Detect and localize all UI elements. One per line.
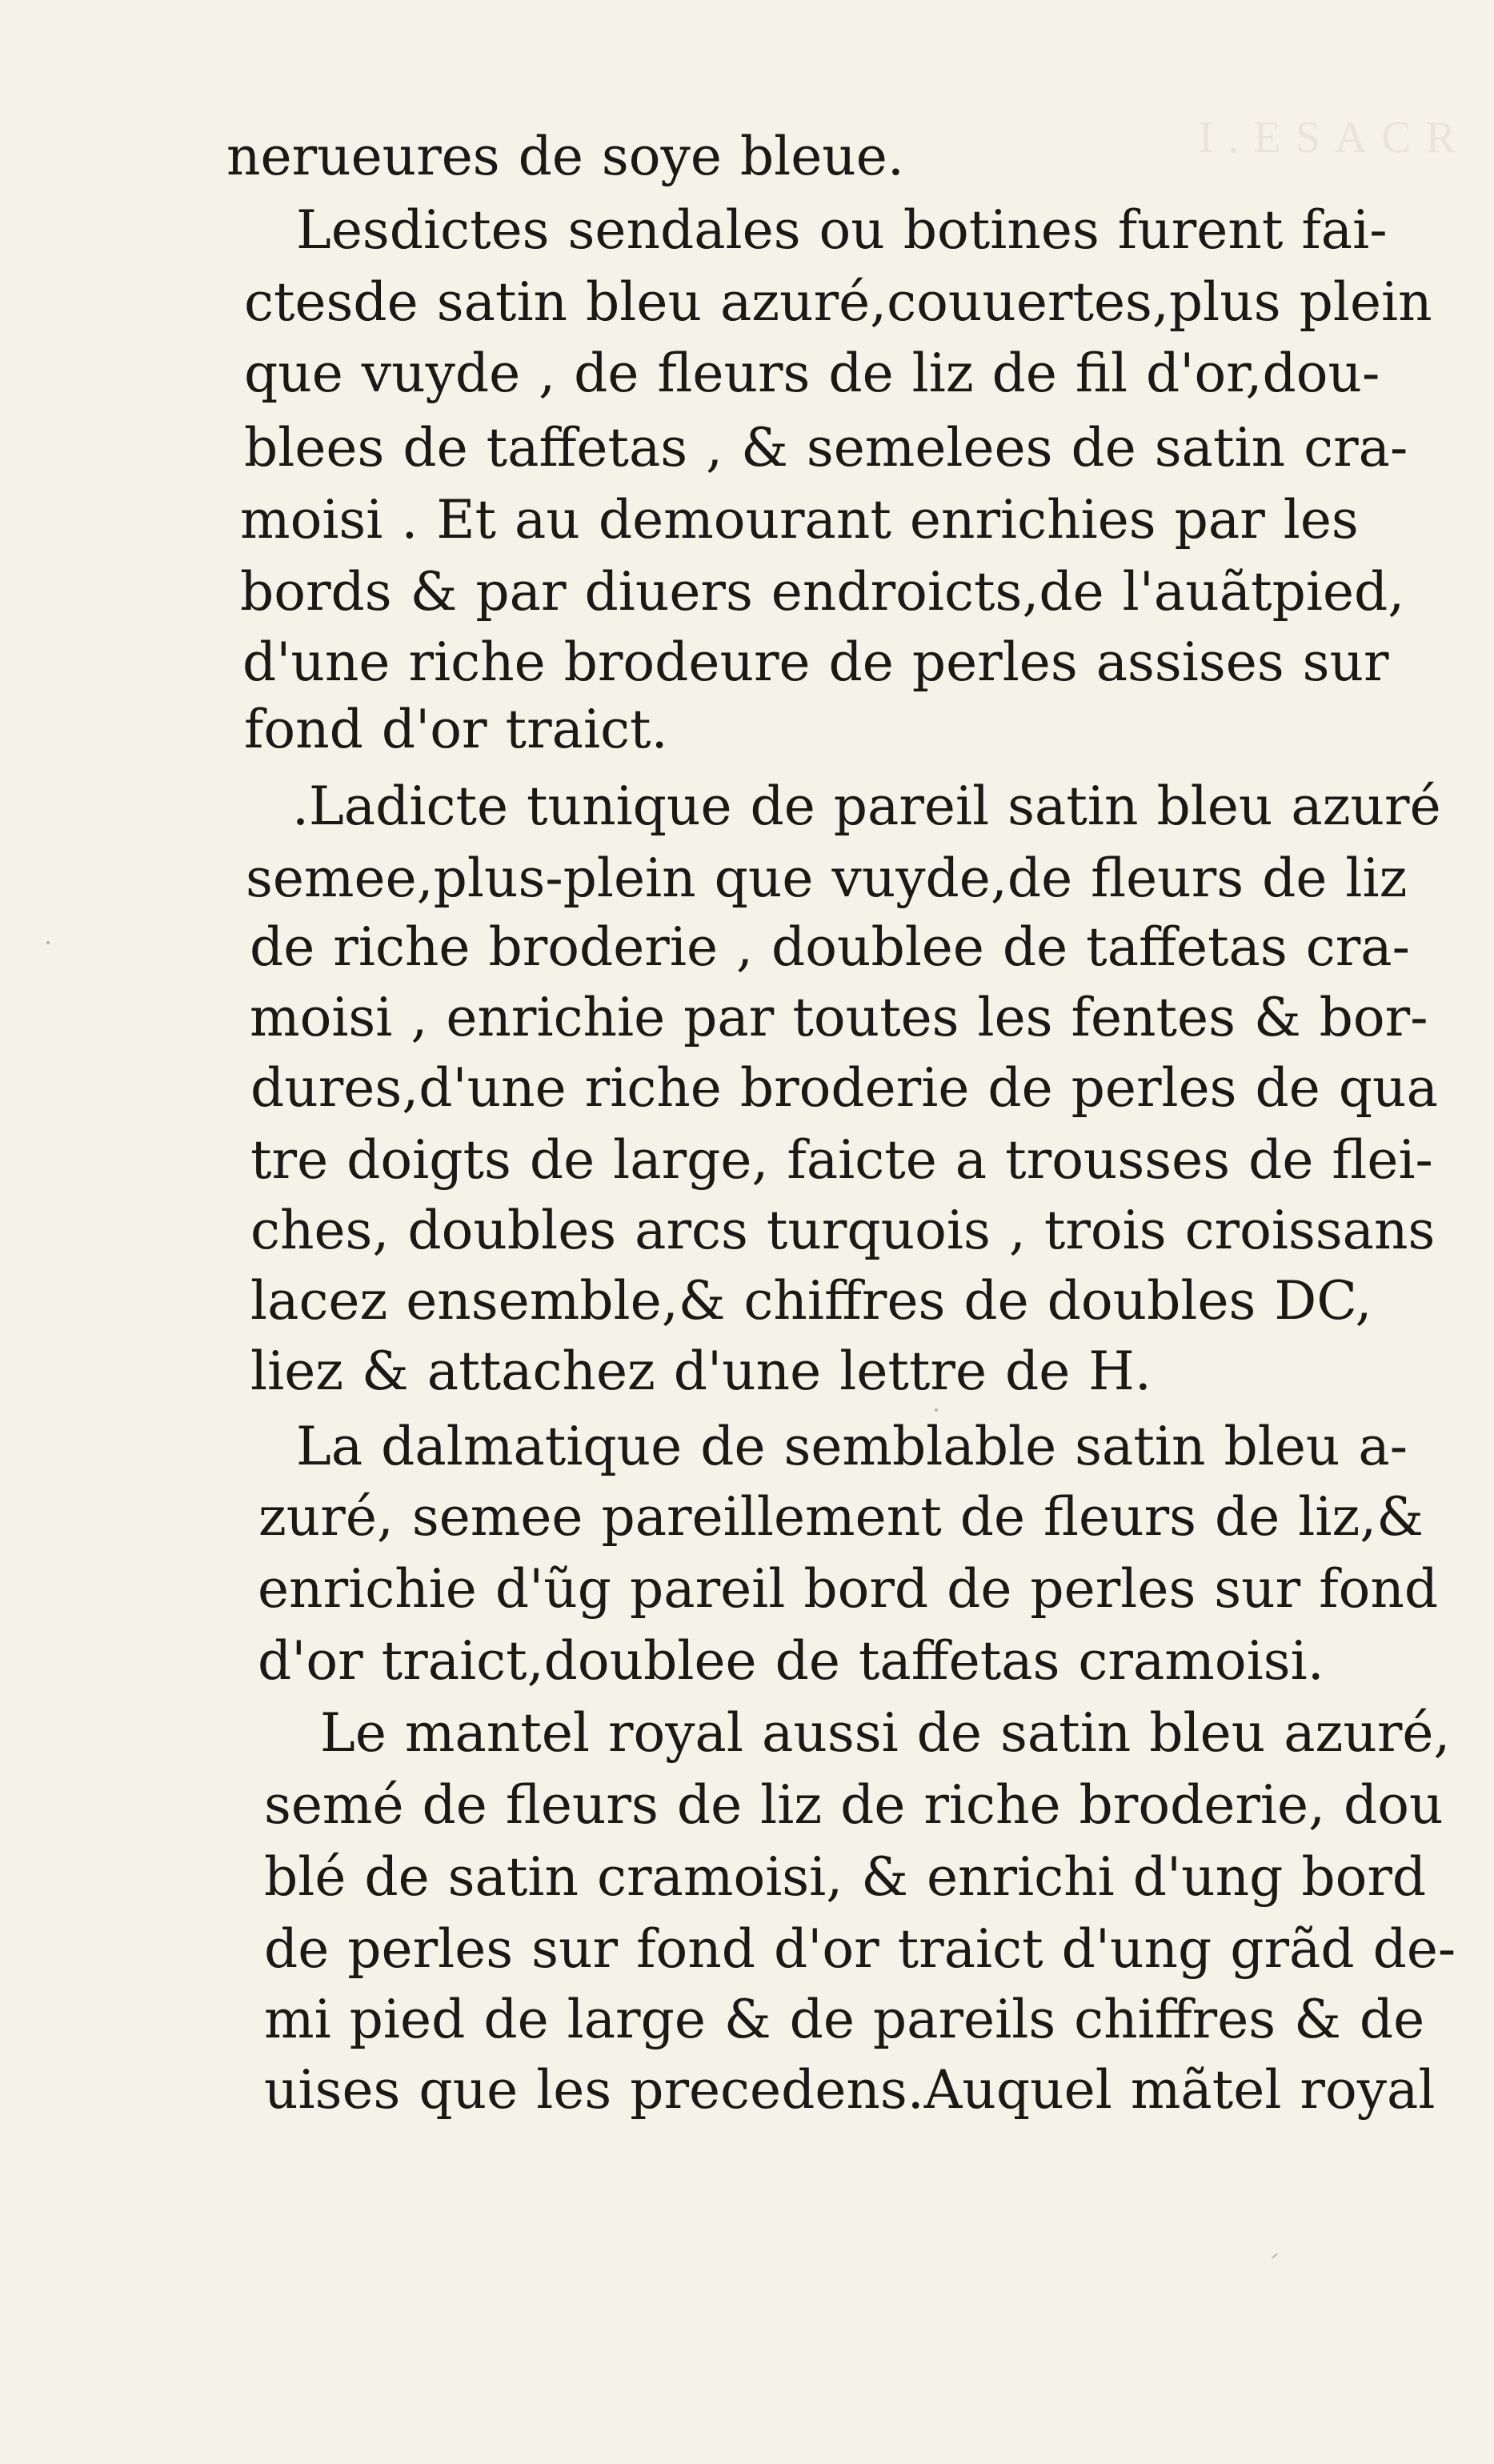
- text-line: ctesde satin bleu azuré,couuertes,plus plein: [244, 271, 1432, 333]
- text-line: de riche broderie , doublee de taffetas cra-: [250, 916, 1410, 978]
- text-line: .Ladicte tunique de pareil satin bleu azuré: [292, 775, 1441, 837]
- paper-speck: [1272, 2253, 1279, 2259]
- text-line: semee,plus-plein que vuyde,de fleurs de liz: [246, 847, 1408, 909]
- text-line: fond d'or traict.: [244, 699, 668, 760]
- text-line: Le mantel royal aussi de satin bleu azuré,: [320, 1702, 1451, 1764]
- text-line: Lesdictes sendales ou botines furent fai-: [296, 199, 1388, 261]
- text-line: bords & par diuers endroicts,de l'auãtpied,: [240, 561, 1405, 623]
- text-line: ches, doubles arcs turquois , trois croissans: [250, 1200, 1436, 1261]
- text-line: uises que les precedens.Auquel mãtel royal: [264, 2059, 1436, 2121]
- text-line: blé de satin cramoisi, & enrichi d'ung bord: [264, 1846, 1427, 1908]
- text-line: lacez ensemble,& chiffres de doubles DC,: [250, 1270, 1372, 1332]
- text-line: dures,d'une riche broderie de perles de qua: [250, 1057, 1438, 1119]
- text-line: moisi , enrichie par toutes les fentes & bor-: [250, 987, 1428, 1048]
- text-line: zuré, semee pareillement de fleurs de liz,&: [258, 1486, 1424, 1548]
- text-line: La dalmatique de semblable satin bleu a-: [296, 1416, 1408, 1477]
- text-line: d'or traict,doublee de taffetas cramoisi.: [258, 1630, 1324, 1692]
- text-line: d'une riche brodeure de perles assises sur: [242, 631, 1389, 693]
- text-line: blees de taffetas , & semelees de satin cra-: [244, 417, 1408, 479]
- show-through-text: I.ESACR: [1198, 113, 1470, 162]
- text-line: enrichie d'ũg pareil bord de perles sur fond: [258, 1558, 1439, 1620]
- text-line: nerueures de soye bleue.: [226, 126, 904, 187]
- text-line: mi pied de large & de pareils chiffres & de: [264, 1989, 1425, 2050]
- text-line: tre doigts de large, faicte a trousses de flei-: [250, 1129, 1433, 1191]
- text-line: semé de fleurs de liz de riche broderie, dou: [264, 1774, 1444, 1836]
- text-line: que vuyde , de fleurs de liz de fil d'or,dou-: [244, 343, 1380, 404]
- text-line: liez & attachez d'une lettre de H.: [250, 1340, 1152, 1402]
- text-line: de perles sur fond d'or traict d'ung grãd de-: [264, 1918, 1456, 1980]
- text-line: moisi . Et au demourant enrichies par les: [240, 489, 1359, 551]
